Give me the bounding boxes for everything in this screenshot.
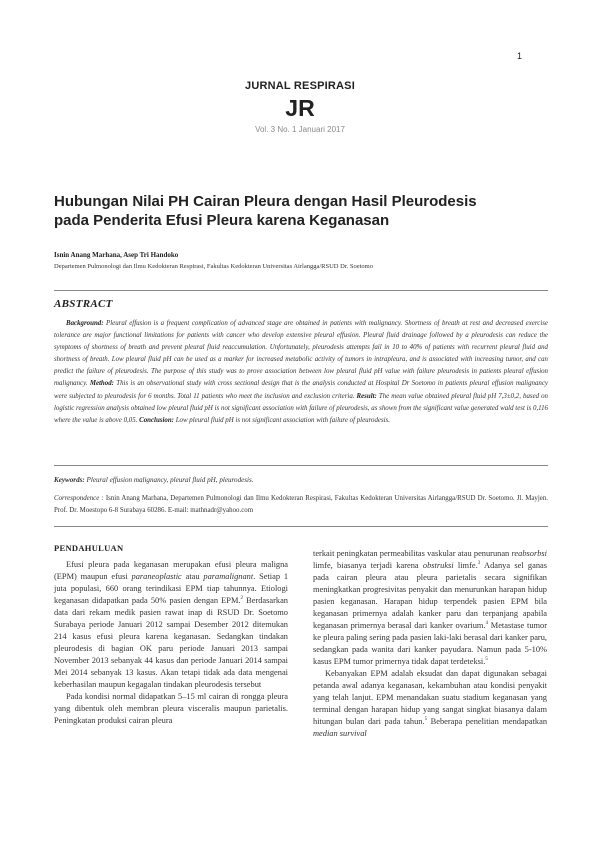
divider-middle [54, 465, 548, 466]
abstract-heading: ABSTRACT [54, 298, 113, 310]
method-label: Method: [89, 380, 114, 388]
affiliation: Departemen Pulmonologi dan Ilmu Kedokteran Respirasi, Fakultas Kedokteran Universitas Airlangga/RSUD Dr. Soetomo [54, 263, 373, 270]
result-label: Result: [356, 392, 377, 400]
article-title-line-1: Hubungan Nilai PH Cairan Pleura dengan Hasil Pleurodesis [54, 193, 477, 210]
authors: Isnin Anang Marhana, Asep Tri Handoko [54, 251, 179, 259]
keywords [54, 476, 548, 484]
body-column-left [54, 559, 288, 727]
result-text: The mean value obtained pleural fluid pH 7,3±0,2, based on logistic regression analysis obtained low pleural fluid pH is not significant association with failure of pleurodesis, as shown from the significant value generated wald test is 0,116 where the value is above 0,05. [54, 392, 548, 424]
paragraph: Pada kondisi normal didapatkan 5–15 ml cairan di rongga pleura yang dibentuk oleh membran pleura visceralis maupun parietalis. Peningkatan produksi cairan pleura [54, 692, 288, 725]
conclusion-label: Conclusion: [139, 416, 174, 424]
divider-top [54, 290, 548, 291]
page-number: 1 [516, 51, 522, 61]
correspondence-text: Isnin Anang Marhana, Departemen Pulmonologi dan Ilmu Kedokteran Respirasi, Fakultas Kedokteran Universitas Airlangga/RSUD Dr. Soetomo. Jl. Mayjen. Prof. Dr. Moestopo 6-8 Surabaya 60286. E-mail: mathnadr@yahoo.com [54, 495, 548, 514]
background-text: Pleural effusion is a frequent complication of advanced stage are obtained in patients with malignancy. Shortness of breath at rest and decreased exercise tolerance are major functional limitations for patients with cancer who develop extensive pleural effusion. Pleural fluid drainage followed by a pleurodesis can reduce the symptoms of shortness of breath and prevent pleural fluid reaccumulation. Unfortunately, pleurodesis attempts fail in 10 to 40% of patients with recurrent pleural fluid and shortness of breath. Low pleural fluid pH can be used as a marker for increased metabolic activity of tumors in intrapleura, and is associated with increasing tumor, and can predict the failure of pleurodesis. The purpose of this study was to prove association between low pleural fluid pH value with failure pleurodesis in patients pleural effusion malignancy. [54, 320, 548, 388]
body-column-right [313, 548, 547, 740]
section-heading-pendahuluan: PENDAHULUAN [54, 543, 124, 553]
paragraph: terkait peningkatan permeabilitas vaskular atau penurunan reabsorbsi limfe, biasanya terjadi karena obstruksi limfe.$^3$ Adanya sel ganas pada cairan pleura atau pleura parietalis secara signifikan meningkatkan progresivitas penyakit dan menurunkan harapan hidup pasien keganasan. Harapan hidup terpendek pasien EPM bila keganasan primernya adalah kanker paru dan terpanjang apabila keganasan primernya berasal dari kanker ovarium.$^4$ Metastase tumor ke pleura paling sering pada pasien laki-laki berasal dari kanker paru, sedangkan pada wanita dari kanker payudara. Namun pada 5-10% kasus EPM tumor primernya tidak dapat terdeteksi.$^5$ [313, 549, 548, 666]
divider-bottom [54, 526, 548, 527]
keywords-text: Pleural effusion malignancy, pleural fluid pH, pleurodesis. [86, 476, 254, 484]
article-title-line-2: pada Penderita Efusi Pleura karena Keganasan [54, 212, 390, 229]
correspondence-label: Correspondence : [54, 495, 104, 502]
keywords-label: Keywords: [54, 476, 85, 484]
journal-volume: Vol. 3 No. 1 Januari 2017 [255, 125, 345, 134]
background-label: Background: [66, 320, 104, 327]
correspondence [54, 493, 548, 517]
paragraph: Efusi pleura pada keganasan merupakan efusi pleura maligna (EPM) maupun efusi paraneoplastic atau paramalignant. Setiap 1 juta populasi, 660 orang terindikasi EPM tiap tahunnya. Etiologi keganasan didapatkan pada 50% pasien dengan EPM.$^2$ Berdasarkan data dari rekam medik pasien rawat inap di RSUD Dr. Soetomo Surabaya periode Januari 2012 sampai Desember 2012 ditemukan 214 kasus efusi pleura karena keganasan. Sedangkan tindakan pleurodesis di bagian OK paru periode Januari 2013 sampai November 2013 sebanyak 44 kasus dan periode Januari 2014 sampai Mei 2014 sebanyak 13 kasus. Akan tetapi tidak ada data mengenai keberhasilan maupun kegagalan tindakan pleurodesis tersebut [54, 560, 289, 689]
article-title [54, 192, 554, 230]
abstract-body [54, 318, 548, 427]
journal-name: JURNAL RESPIRASI [245, 80, 355, 92]
paragraph: Kebanyakan EPM adalah eksudat dan dapat digunakan sebagai petanda awal adanya keganasan, kekambuhan atau kondisi penyakit yang telah lanjut. EPM menandakan suatu stadium keganasan yang terminal dengan harapan hidup yang sangat singkat biasanya dalam hitungan bulan dari pada tahun.$^5$ Beberapa penelitian mendapatkan median survival [313, 669, 548, 738]
journal-abbrev: JR [285, 95, 315, 121]
method-text: This is an observational study with cross sectional design that is the analysis conducted at Hospital Dr Soetomo in patients pleural effusion malignancy were subjected to pleurodesis for 6 months. Total 11 patients who meet the inclusion and exclusion criteria. [54, 380, 548, 400]
conclusion-text: Low pleural fluid pH is not significant association with failure of pleurodesis. [175, 416, 390, 424]
